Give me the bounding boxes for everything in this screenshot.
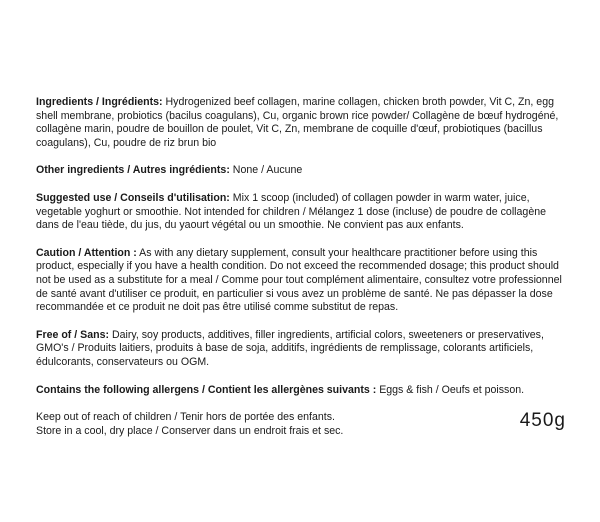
other-ingredients-section	[36, 164, 566, 178]
free-of-heading: Free of / Sans:	[36, 328, 109, 341]
ingredients-section	[36, 96, 566, 150]
net-weight: 450g	[519, 410, 566, 432]
keep-out-of-reach-text: Keep out of reach of children / Tenir hors de portée des enfants.	[36, 411, 335, 424]
free-of-section	[36, 329, 566, 370]
allergens-section	[36, 384, 566, 398]
allergens-heading: Contains the following allergens / Contient les allergènes suivants :	[36, 383, 377, 396]
suggested-use-section	[36, 192, 566, 233]
storage-text: Store in a cool, dry place / Conserver dans un endroit frais et sec.	[36, 424, 344, 437]
other-ingredients-heading: Other ingredients / Autres ingrédients:	[36, 164, 230, 177]
allergens-text: Eggs & fish / Oeufs et poisson.	[376, 383, 525, 396]
suggested-use-heading: Suggested use / Conseils d'utilisation:	[36, 191, 230, 204]
product-label-text	[36, 96, 566, 438]
ingredients-text: Hydrogenized beef collagen, marine collagen, chicken broth powder, Vit C, Zn, egg shell membrane, probiotics (bacilus coagulans), Cu, organic brown rice powder/ Collagène de bœuf hydrogéné, collagène marin, poudre de bouillon de poulet, Vit C, Zn, membrane de coquille d'œuf, probiotiques (bacillus coagulans), Cu, poudre de riz brun bio	[36, 96, 559, 149]
storage-footer	[36, 411, 566, 438]
free-of-text: Dairy, soy products, additives, filler ingredients, artificial colors, sweeteners or preservatives, GMO's / Produits laitiers, produits à base de soja, additifs, ingrédients de remplissage, colorants artificiels, édulcorants, conservateurs ou OGM.	[36, 328, 544, 368]
caution-text: As with any dietary supplement, consult your healthcare practitioner before using this product, especially if you have a health condition. Do not exceed the recommended dosage; this product should not be used as a substitute for a meal / Comme pour tout complément alimentaire, consultez votre professionnel de santé avant d'utiliser ce produit, en particulier si vous avez un problème de santé. Ne pas dépasser la dose recommandée et ce produit ne doit pas être utilisé comme substitut de repas.	[36, 246, 562, 314]
other-ingredients-text: None / Aucune	[229, 164, 303, 177]
ingredients-heading: Ingredients / Ingrédients:	[36, 96, 163, 108]
suggested-use-text: Mix 1 scoop (included) of collagen powder in warm water, juice, vegetable yoghurt or smoothie. Not intended for children / Mélangez 1 dose (incluse) de poudre de collagène dans de l'eau tiède, du jus, du yaourt végétal ou un smoothie. Ne convient pas aux enfants.	[36, 191, 546, 232]
caution-section	[36, 247, 566, 315]
caution-heading: Caution / Attention :	[36, 246, 137, 259]
